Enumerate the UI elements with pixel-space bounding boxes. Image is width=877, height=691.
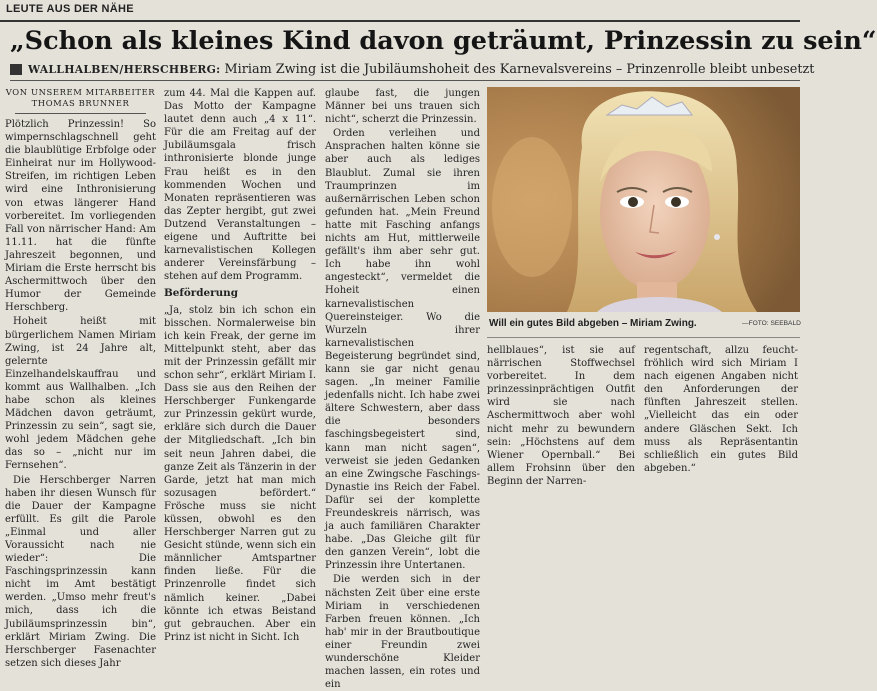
subhead (28, 61, 815, 78)
portrait-photo (487, 87, 800, 312)
paragraph: Orden verleihen und Ansprachen halten könne sie aber auch als lediges Blaublut. Zumal sie ihren Traumprinzen im außernärrischen Leben schon gefunden hat. „Mein Freund hatte mit Fasching anfangs nichts am Hut, mittlerweile gefällt's ihm aber sehr gut. Ich habe ihn wohl angesteckt“, vermeldet die Hoheit einen karnevalistischen Quereinsteiger. Wo die Wurzeln ihrer karnevalistischen Begeisterung begründet sind, kann sie gar nicht genau sagen. „In meiner Familie jedenfalls nicht. Ich habe zwei ältere Schwestern, aber dass die besonders faschingsbegeistert sind, kann man nicht sagen“, verweist sie jeden Gedanken an eine Zwingsche Faschings-Dynastie ins Reich der Fabel. Dafür sei der komplette Freundeskreis närrisch, was ja auch familiären Charakter habe. „Das Gleiche gilt für den ganzen Verein“, lobt die Prinzessin ihre Untertanen. (325, 128, 480, 572)
subhead-location: WALLHALBEN/HERSCHBERG: (28, 63, 221, 76)
byline-line-1: VON UNSEREM MITARBEITER (5, 87, 156, 97)
paragraph: Die werden sich in der nächsten Zeit über eine erste Miriam in verschiedenen Farben freuen können. „Ich hab' mir in der Brautboutique einer Freundin zwei wunderschöne Kleider machen lassen, ein rotes und ein (325, 574, 480, 691)
paragraph: hellblaues“, ist sie auf närrischen Stoffwechsel vorbereitet. In dem prinzessinprächtigen Outfit wird sie nach Aschermittwoch aber wohl nicht mehr zu bewundern sein: „Höchstens auf dem Wiener Opernball.“ Bei allem Frohsinn über den Beginn der Narren- (487, 345, 635, 487)
section-rule (0, 20, 800, 22)
article-column-2 (164, 87, 316, 643)
caption-rule (487, 337, 800, 338)
headline: „Schon als kleines Kind davon geträumt, Prinzessin zu sein“ (10, 26, 877, 56)
paragraph: glaube fast, die jungen Männer bei uns trauen sich nicht“, scherzt die Prinzessin. (325, 88, 480, 126)
byline-line-2: THOMAS BRUNNER (31, 98, 130, 108)
photo-credit: —FOTO: SEEBALD (742, 320, 801, 327)
byline-rule (15, 113, 146, 114)
paragraph: Plötzlich Prinzessin! So wimpernschlagschnell geht die blaublütige Erbfolge oder Einheirat nur im Hollywood-Streifen, im richtigen Leben wird eine Inthronisierung von etwas längerer Hand vorbereitet. Im vorliegenden Fall von närrischer Hand: Am 11.11. hat die fünfte Jahreszeit begonnen, und Miriam die Erste herrscht bis Aschermittwoch über den Humor der Gemeinde Herschberg. (5, 119, 156, 314)
paragraph: regentschaft, allzu feucht-fröhlich wird sich Miriam I nach eigenen Angaben nicht den Anforderungen der fünften Jahreszeit stellen. „Vielleicht das ein oder andere Gläschen Sekt. Ich muss als Repräsentantin schließlich ein gutes Bild abgeben.“ (644, 345, 798, 474)
article-column-1 (5, 87, 156, 669)
article-column-3 (325, 87, 480, 691)
portrait-illustration (487, 87, 800, 312)
paragraph: zum 44. Mal die Kappen auf. Das Motto der Kampagne lautet denn auch „4 x 11“. Für die am Freitag auf der Jubiläumsgala frisch inthronisierte blonde junge Frau heißt es in den kommenden Wochen und Monaten repräsentieren was das Zepter hergibt, gut zwei Dutzend Veranstaltungen – eigene und Auftritte bei karnevalistischen Kollegen anderer Vereinsfärbung – stehen auf dem Programm. (164, 88, 316, 283)
photo-caption: Will ein gutes Bild abgeben – Miriam Zwing. (489, 318, 697, 329)
subhead-rule (10, 80, 800, 81)
paragraph: „Ja, stolz bin ich schon ein bisschen. Normalerweise bin ich kein Freak, der gerne im Mittelpunkt steht, aber das mit der Prinzessin gefällt mir schon sehr“, erklärt Miriam I. Dass sie aus den Reihen der Herschberger Funkengarde zur Prinzessin gekürt wurde, erkläre sich durch die Dauer der Mitgliedschaft. „Ich bin seit neun Jahren dabei, die ganze Zeit als Tänzerin in der Garde, jetzt hat man mich sozusagen befördert.“ Frösche muss sie nicht küssen, obwohl es den Herschberger Narren gut zu Gesicht stünde, wenn sich ein männlicher Amtspartner finden ließe. Für die Prinzenrolle findet sich nämlich keiner. „Dabei könnte ich etwas Beistand gut gebrauchen. Aber ein Prinz ist nicht in Sicht. Ich (164, 304, 316, 643)
subheading: Beförderung (164, 287, 238, 300)
paragraph: Hoheit heißt mit bürgerlichem Namen Miriam Zwing, ist 24 Jahre alt, gelernte Einzelhandelskauffrau und kommt aus Wallhalben. „Ich habe schon als kleines Mädchen davon geträumt, Prinzessin zu sein“, sagt sie, wohl jedem Mädchen gehe das so – „nicht nur im Fernsehen“. (5, 316, 156, 472)
article-column-5 (644, 344, 798, 474)
byline (5, 87, 156, 109)
article-column-4 (487, 344, 635, 487)
section-label: LEUTE AUS DER NÄHE (6, 3, 134, 15)
subhead-marker (10, 64, 22, 75)
subhead-text: Miriam Zwing ist die Jubiläumshoheit des Karnevalsvereins – Prinzenrolle bleibt unbesetzt (220, 62, 815, 77)
paragraph: Die Herschberger Narren haben ihr diesen Wunsch für die Dauer der Kampagne erfüllt. Es gilt die Parole „Einmal und aller Voraussicht nach nie wieder“: Die Faschingsprinzessin kann nicht im Amt bestätigt werden. „Umso mehr freut's mich, dass ich die Jubiläumsprinzessin bin“, erklärt Miriam Zwing. Die Herschberger Fasenachter setzen sich dieses Jahr (5, 474, 156, 669)
